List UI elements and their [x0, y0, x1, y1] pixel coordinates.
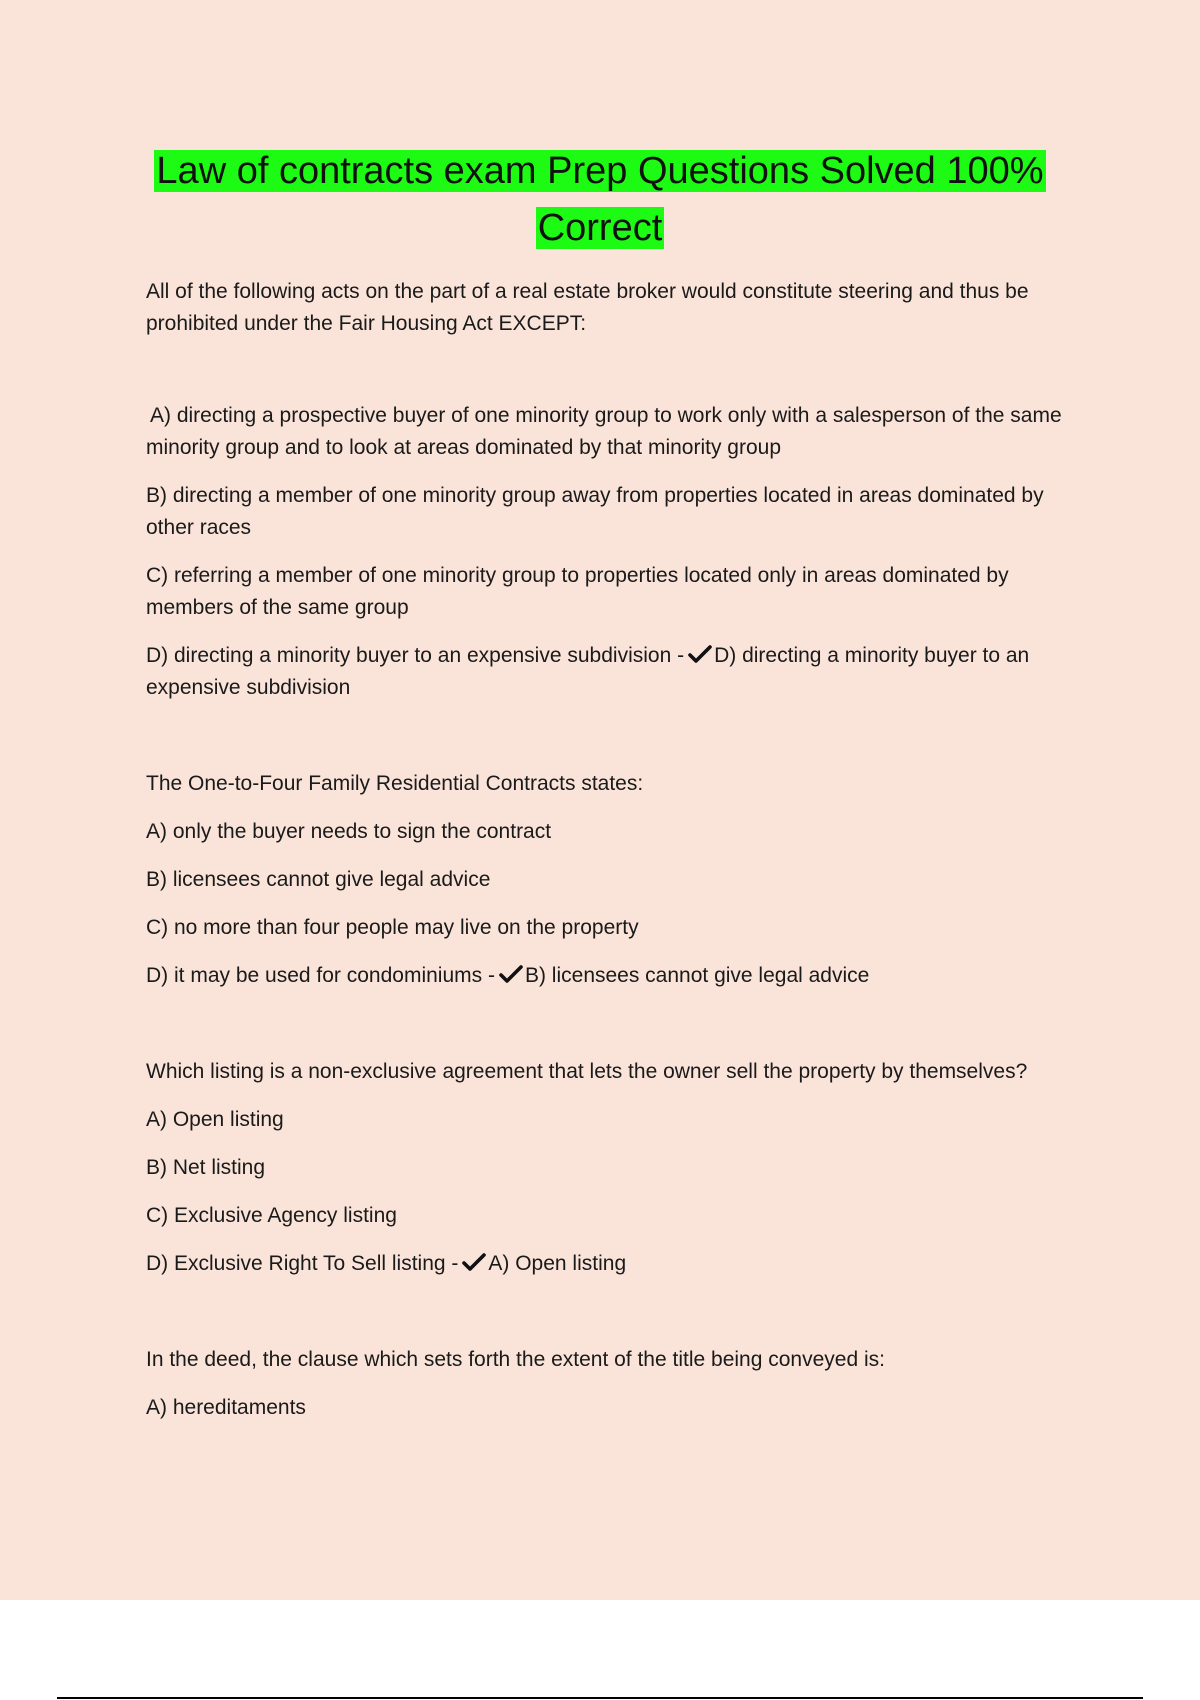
question-block [146, 276, 1096, 704]
question-text: All of the following acts on the part of a real estate broker would constitute steering and thus be prohibited under the Fair Housing Act EXCEPT: [146, 280, 1029, 335]
option-a: A) Open listing [146, 1108, 284, 1131]
answer-text: B) licensees cannot give legal advice [524, 964, 870, 987]
checkmark-icon [688, 644, 712, 664]
answer-text: D) directing a minority buyer to an expensive subdivision [146, 644, 1030, 699]
question-block [146, 1056, 1096, 1280]
question-block [146, 1344, 1096, 1424]
option-c: C) referring a member of one minority group to properties located only in areas dominated by members of the same group [146, 564, 1009, 619]
option-d-with-answer [146, 1248, 1096, 1280]
option-d: D) it may be used for condominiums - [146, 964, 495, 987]
option-d-with-answer [146, 960, 1096, 992]
option-a: A) only the buyer needs to sign the contract [146, 820, 552, 843]
option-d: D) directing a minority buyer to an expensive subdivision - [146, 644, 685, 667]
title-line-1: Law of contracts exam Prep Questions Solved 100% [156, 150, 1044, 192]
option-a: A) directing a prospective buyer of one minority group to work only with a salesperson of the same minority group and to look at areas dominated by that minority group [146, 404, 1062, 459]
option-c: C) no more than four people may live on the property [146, 916, 639, 939]
option-d-with-answer [146, 640, 1096, 704]
option-b: B) directing a member of one minority group away from properties located in areas dominated by other races [146, 484, 1044, 539]
title-line-2: Correct [537, 207, 663, 249]
option-c: C) Exclusive Agency listing [146, 1204, 397, 1227]
option-d: D) Exclusive Right To Sell listing - [146, 1252, 459, 1275]
answer-text: A) Open listing [488, 1252, 627, 1275]
document-title [0, 143, 1200, 257]
checkmark-icon [462, 1252, 486, 1272]
checkmark-icon [499, 964, 523, 984]
option-a: A) hereditaments [146, 1396, 306, 1419]
option-b: B) licensees cannot give legal advice [146, 868, 491, 891]
footer-divider [57, 1697, 1143, 1699]
option-b: B) Net listing [146, 1156, 266, 1179]
question-block [146, 768, 1096, 992]
question-text: The One-to-Four Family Residential Contracts states: [146, 772, 644, 795]
question-text: Which listing is a non-exclusive agreement that lets the owner sell the property by themselves? [146, 1060, 1028, 1083]
questions-body [146, 276, 1096, 1440]
question-text: In the deed, the clause which sets forth the extent of the title being conveyed is: [146, 1348, 885, 1371]
